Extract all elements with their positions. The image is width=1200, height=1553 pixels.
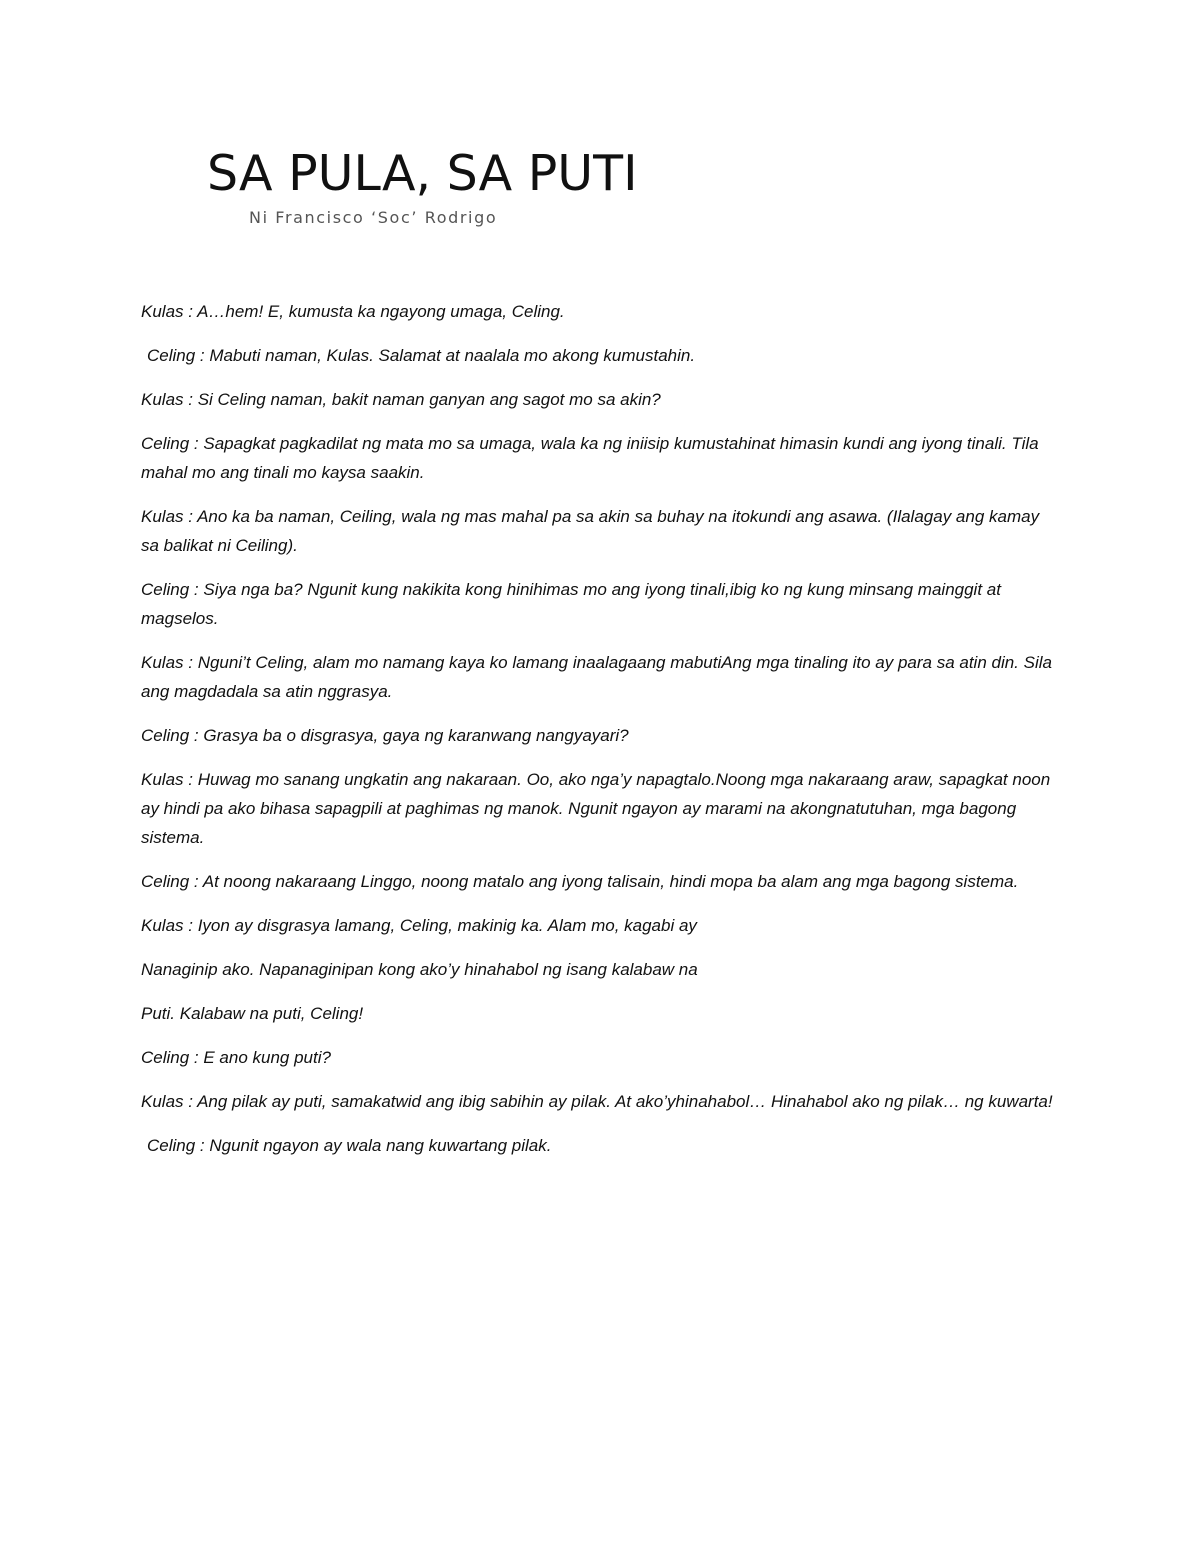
dialogue-line: Celing : Mabuti naman, Kulas. Salamat at naalala mo akong kumustahin. — [147, 346, 696, 365]
dialogue-line: Kulas : Iyon ay disgrasya lamang, Celing, makinig ka. Alam mo, kagabi ay — [141, 916, 697, 935]
dialogue-line: Kulas : A…hem! E, kumusta ka ngayong umaga, Celing. — [141, 302, 565, 321]
dialogue-line: Celing : Sapagkat pagkadilat ng mata mo sa umaga, wala ka ng iniisip kumustahinat himasin kundi ang iyong tinali. Tila mahal mo ang tinali mo kaysa saakin. — [141, 434, 1039, 482]
dialogue-line: Kulas : Ang pilak ay puti, samakatwid ang ibig sabihin ay pilak. At ako’yhinahabol… Hinahabol ako ng pilak… ng kuwarta! — [141, 1092, 1053, 1111]
dialogue-line: Celing : At noong nakaraang Linggo, noong matalo ang iyong talisain, hindi mopa ba alam ang mga bagong sistema. — [141, 872, 1019, 891]
dialogue-line: Celing : Siya nga ba? Ngunit kung nakikita kong hinihimas mo ang iyong tinali,ibig ko ng kung minsang mainggit at magselos. — [141, 580, 1001, 628]
dialogue-line: Celing : Ngunit ngayon ay wala nang kuwartang pilak. — [147, 1136, 552, 1155]
dialogue-line: Kulas : Nguni’t Celing, alam mo namang kaya ko lamang inaalagaang mabutiAng mga tinaling ito ay para sa atin din. Sila ang magdadala sa atin nggrasya. — [141, 653, 1052, 701]
document-title: SA PULA, SA PUTI — [207, 145, 638, 202]
dialogue-line: Kulas : Ano ka ba naman, Ceiling, wala ng mas mahal pa sa akin sa buhay na itokundi ang asawa. (Ilalagay ang kamay sa balikat ni Ceiling). — [141, 507, 1040, 555]
dialogue-line: Nanaginip ako. Napanaginipan kong ako’y hinahabol ng isang kalabaw na — [141, 960, 698, 979]
dialogue-line: Celing : Grasya ba o disgrasya, gaya ng karanwang nangyayari? — [141, 726, 629, 745]
author-byline: Ni Francisco ‘Soc’ Rodrigo — [249, 208, 498, 227]
dialogue-line: Celing : E ano kung puti? — [141, 1048, 331, 1067]
dialogue-line: Kulas : Si Celing naman, bakit naman ganyan ang sagot mo sa akin? — [141, 390, 661, 409]
dialogue-list — [141, 297, 1061, 1175]
dialogue-line: Puti. Kalabaw na puti, Celing! — [141, 1004, 364, 1023]
dialogue-line: Kulas : Huwag mo sanang ungkatin ang nakaraan. Oo, ako nga’y napagtalo.Noong mga nakaraang araw, sapagkat noon ay hindi pa ako bihasa sapagpili at paghimas ng manok. Ngunit ngayon ay marami na akongnatutuhan, mga bagong sistema. — [141, 770, 1051, 847]
